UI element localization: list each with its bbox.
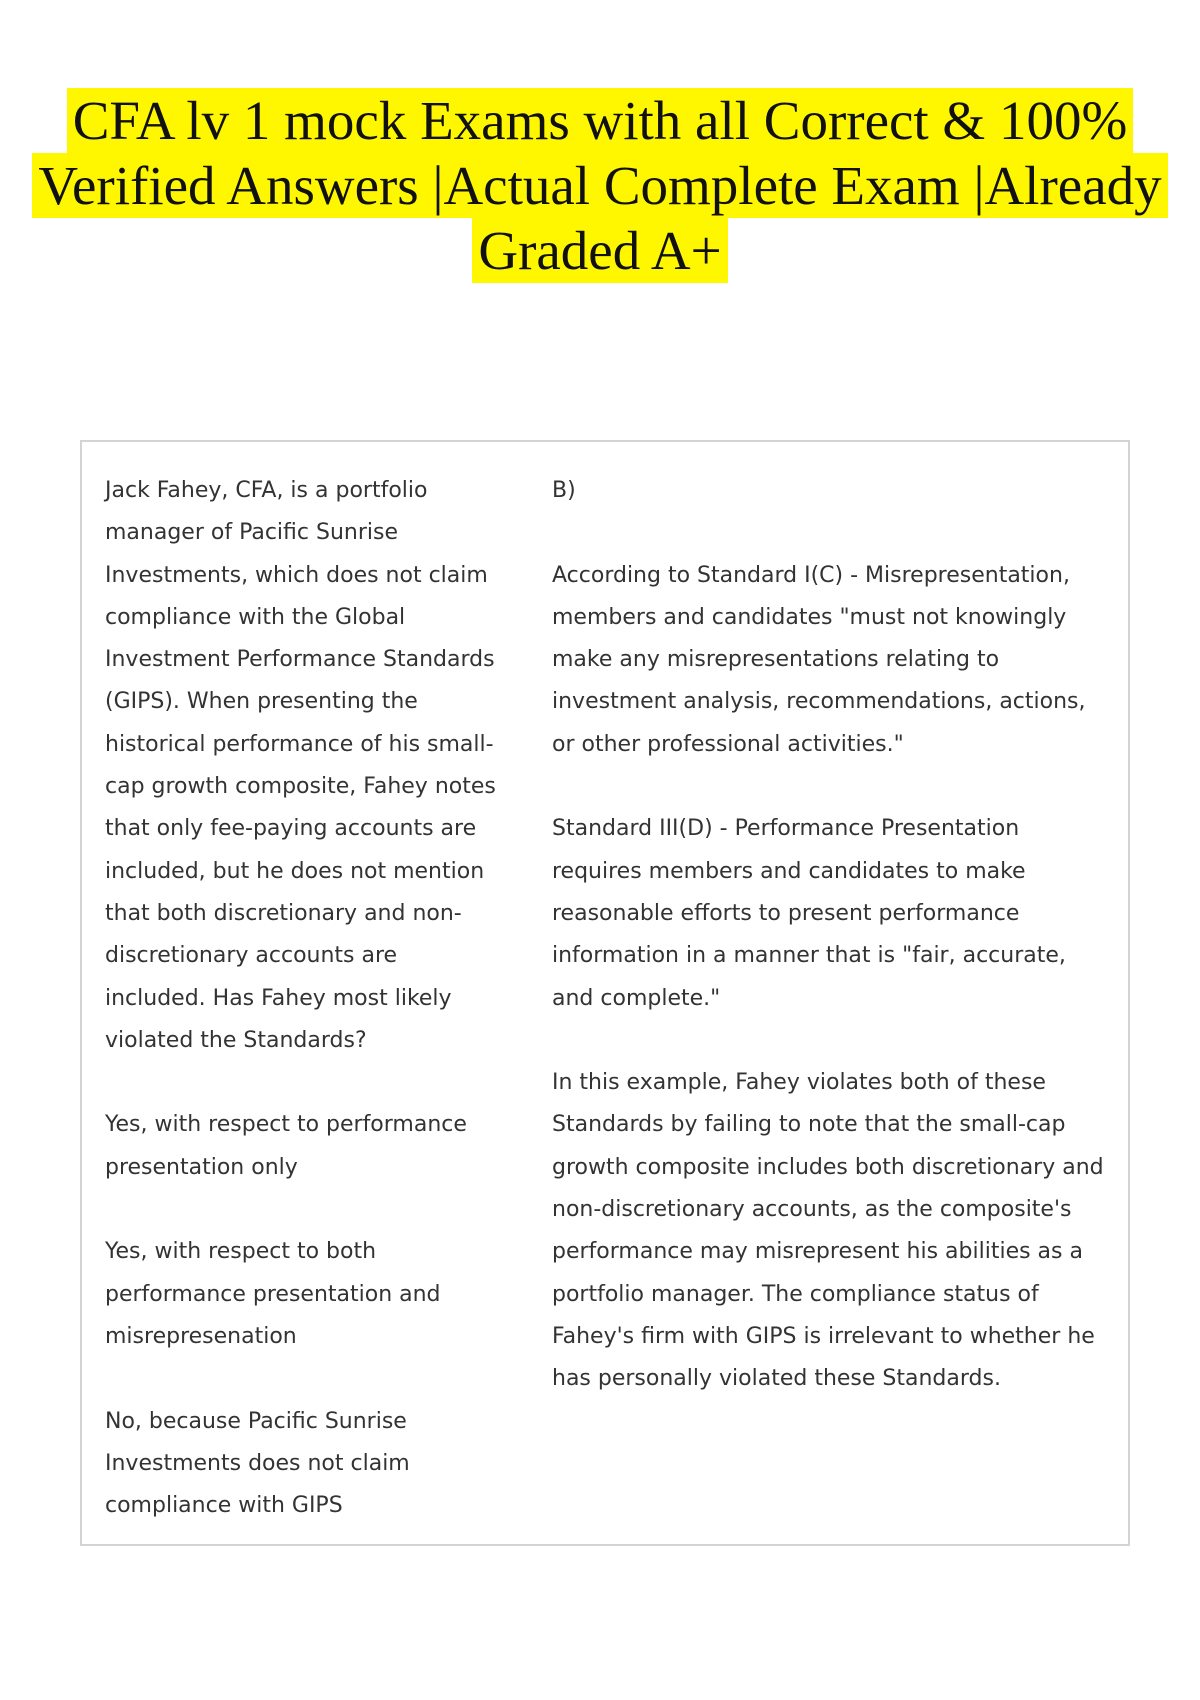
title-line-1: CFA lv 1 mock Exams with all Correct & 100% — [67, 88, 1134, 153]
document-title — [0, 88, 1200, 283]
explanation-conclusion: In this example, Fahey violates both of these Standards by failing to note that the small-cap growth composite includes both discretionary and non-discretionary accounts, as the composite's performance may misrepresent his abilities as a portfolio manager. The compliance status of Fahey's firm with GIPS is irrelevant to whether he has personally violated these Standards. — [552, 1070, 1104, 1392]
answer-option-b: Yes, with respect to both performance presentation and misrepresenation — [105, 1239, 441, 1349]
question-column — [105, 470, 500, 1527]
answer-option-a: Yes, with respect to performance presentation only — [105, 1112, 467, 1180]
title-line-2: Verified Answers |Actual Complete Exam |Already — [32, 153, 1167, 218]
title-line-3: Graded A+ — [472, 218, 727, 283]
answer-column — [552, 470, 1112, 1401]
question-prompt: Jack Fahey, CFA, is a portfolio manager of Pacific Sunrise Investments, which does not claim compliance with the Global Investment Performance Standards (GIPS). When presenting the historical performance of his small-cap growth composite, Fahey notes that only fee-paying accounts are included, but he does not mention that both discretionary and non-discretionary accounts are included. Has Fahey most likely violated the Standards? — [105, 478, 496, 1053]
explanation-performance-presentation: Standard III(D) - Performance Presentation requires members and candidates to make reasonable efforts to present performance information in a manner that is "fair, accurate, and complete." — [552, 816, 1066, 1011]
flashcard — [80, 440, 1130, 1546]
answer-option-c: No, because Pacific Sunrise Investments does not claim compliance with GIPS — [105, 1408, 410, 1519]
explanation-misrepresentation: According to Standard I(C) - Misrepresentation, members and candidates "must not knowingly make any misrepresentations relating to investment analysis, recommendations, actions, or other professional activities." — [552, 562, 1086, 757]
correct-answer-label: B) — [552, 478, 576, 503]
